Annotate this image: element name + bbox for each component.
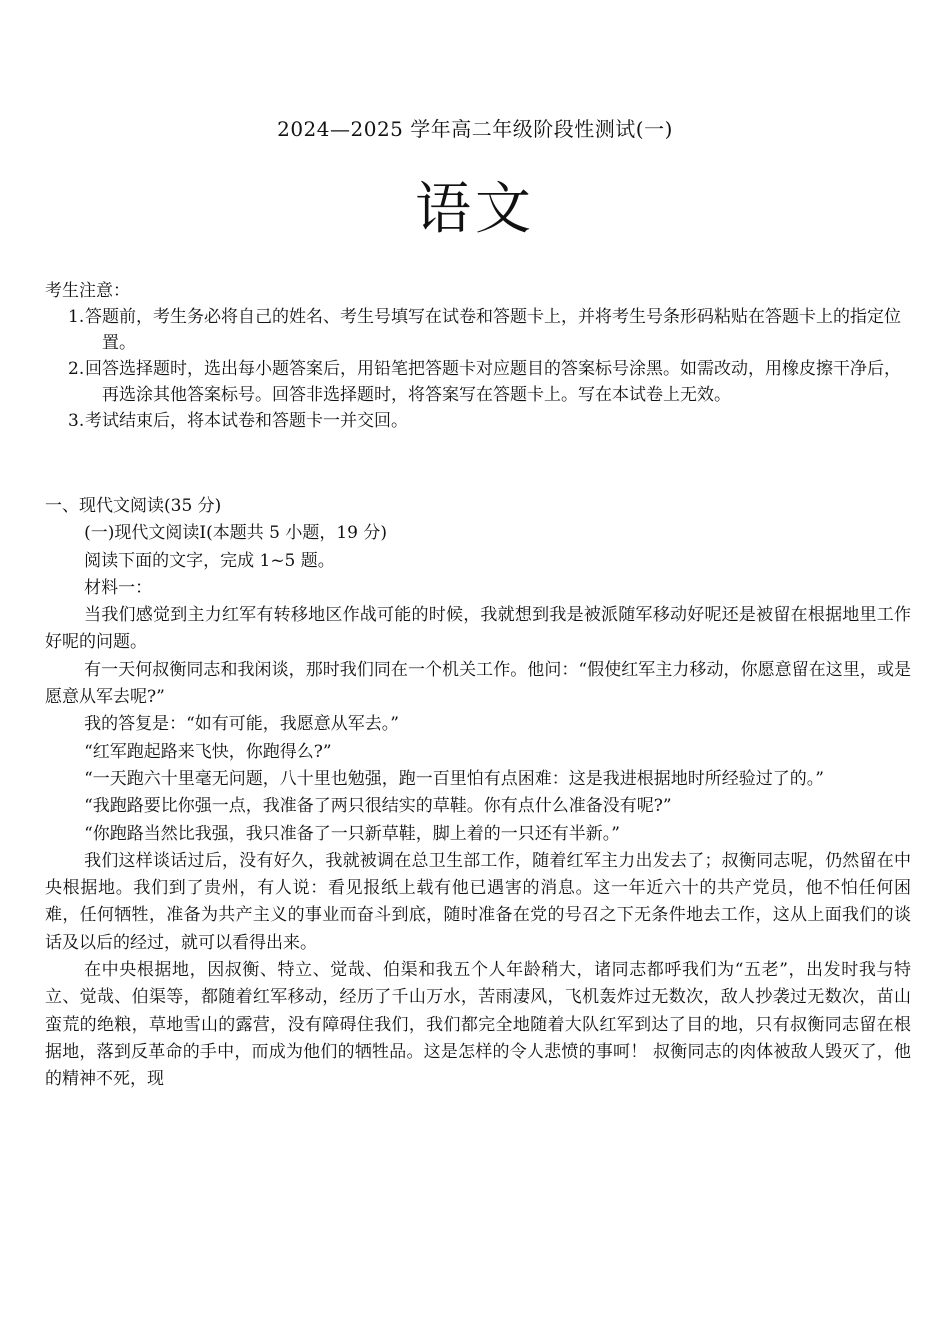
passage-paragraph: “你跑路当然比我强，我只准备了一只新草鞋，脚上着的一只还有半新。” [84,823,620,844]
question-instruction: 阅读下面的文字，完成 1~5 题。 [84,550,335,571]
candidate-notice [45,278,907,434]
passage-paragraph: “我跑路要比你强一点，我准备了两只很结实的草鞋。你有点什么准备没有呢?” [84,796,672,817]
passage-paragraph: 我们这样谈话过后，没有好久，我就被调在总卫生部工作，随着红军主力出发去了；叔衡同志呢，仍然留在中央根据地。我们到了贵州，有人说：看见报纸上载有他已遇害的消息。这一年近六十的共产党员，他不怕任何困难，任何牺牲，准备为共产主义的事业而奋斗到底，随时准备在党的号召之下无条件地去工作，这从上面我们的谈话及以后的经过，就可以看得出来。 [45,850,911,953]
passage-paragraph: “红军跑起路来飞快，你跑得么?” [84,741,332,762]
passage-paragraph: “一天跑六十里毫无问题，八十里也勉强，跑一百里怕有点困难：这是我进根据地时所经验过了的。” [84,768,824,789]
notice-item-3: 3.考试结束后，将本试卷和答题卡一并交回。 [68,411,408,431]
passage-paragraph: 当我们感觉到主力红军有转移地区作战可能的时候，我就想到我是被派随军移动好呢还是被留在根据地里工作好呢的问题。 [45,605,911,653]
exam-title: 2024—2025 学年高二年级阶段性测试(一) [277,117,673,141]
notice-item-text: 考试结束后，将本试卷和答题卡一并交回。 [85,411,408,431]
notice-item-text: 答题前，考生务必将自己的姓名、考生号填写在试卷和答题卡上，并将考生号条形码粘贴在答题卡上的指定位置。 [85,307,901,353]
passage-paragraph: 在中央根据地，因叔衡、特立、觉哉、伯渠和我五个人年龄稍大，诸同志都呼我们为“五老”，出发时我与特立、觉哉、伯渠等，都随着红军移动，经历了千山万水，苦雨凄风，飞机轰炸过无数次，敌人抄袭过无数次，苗山蛮荒的绝粮，草地雪山的露营，没有障碍住我们，我们都完全地随着大队红军到达了目的地，只有叔衡同志留在根据地，落到反革命的手中，而成为他们的牺牲品。这是怎样的令人悲愤的事呵！ 叔衡同志的肉体被敌人毁灭了，他的精神不死，现 [45,960,911,1090]
section-heading: 一、现代文阅读(35 分) [45,496,222,516]
subject-title: 语文 [415,177,535,242]
reading-section [45,493,911,1094]
notice-item-text: 回答选择题时，选出每小题答案后，用铅笔把答题卡对应题目的答案标号涂黑。如需改动，用橡皮擦干净后，再选涂其他答案标号。回答非选择题时，将答案写在答题卡上。写在本试卷上无效。 [85,359,901,405]
material-label: 材料一： [84,577,153,598]
notice-item-2: 2.回答选择题时，选出每小题答案后，用铅笔把答题卡对应题目的答案标号涂黑。如需改动，用橡皮擦干净后，再选涂其他答案标号。回答非选择题时，将答案写在答题卡上。写在本试卷上无效。 [68,359,901,405]
subsection-heading: (一)现代文阅读Ⅰ(本题共 5 小题，19 分) [84,523,387,544]
notice-item-1: 1.答题前，考生务必将自己的姓名、考生号填写在试卷和答题卡上，并将考生号条形码粘贴在答题卡上的指定位置。 [68,307,901,353]
notice-heading: 考生注意： [45,281,130,301]
passage-paragraph: 有一天何叔衡同志和我闲谈，那时我们同在一个机关工作。他问：“假使红军主力移动，你愿意留在这里，或是愿意从军去呢?” [45,659,911,708]
passage-paragraph: 我的答复是：“如有可能，我愿意从军去。” [84,714,399,735]
